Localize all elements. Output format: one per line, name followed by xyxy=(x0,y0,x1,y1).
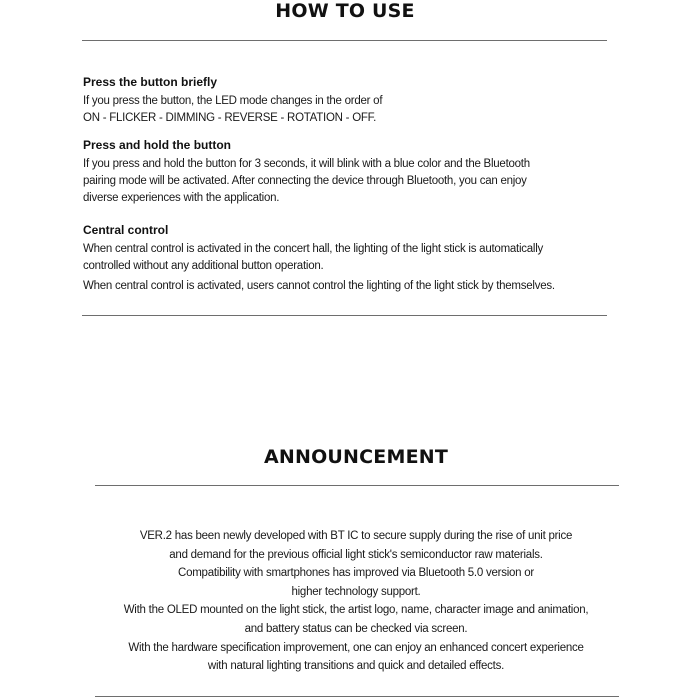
how-to-use-title: HOW TO USE xyxy=(275,0,415,22)
divider xyxy=(82,40,607,41)
section-text: controlled without any additional button operation. xyxy=(83,260,324,272)
section-text: ON - FLICKER - DIMMING - REVERSE - ROTATION - OFF. xyxy=(83,112,377,124)
section-text: pairing mode will be activated. After connecting the device through Bluetooth, you can enjoy xyxy=(83,175,527,187)
announcement-text: With the hardware specification improvement, one can enjoy an enhanced concert experience xyxy=(128,641,584,654)
section-press-hold xyxy=(83,138,643,207)
announcement-text: with natural lighting transitions and quick and detailed effects. xyxy=(207,660,505,673)
section-text: diverse experiences with the application. xyxy=(83,192,280,204)
announcement-text: With the OLED mounted on the light stick, the artist logo, name, character image and animation, xyxy=(123,604,589,617)
announcement-title: ANNOUNCEMENT xyxy=(263,446,449,468)
announcement-text: and demand for the previous official light stick's semiconductor raw materials. xyxy=(169,548,543,561)
announcement-text: higher technology support. xyxy=(291,585,421,598)
section-heading: Central control xyxy=(83,223,169,237)
section-text: When central control is activated in the concert hall, the lighting of the light stick is automatically xyxy=(83,243,544,255)
divider xyxy=(95,696,619,697)
section-heading: Press and hold the button xyxy=(83,138,232,152)
section-text: If you press and hold the button for 3 seconds, it will blink with a blue color and the Bluetooth xyxy=(83,158,530,170)
announcement-text: Compatibility with smartphones has improved via Bluetooth 5.0 version or xyxy=(178,567,534,580)
section-text: If you press the button, the LED mode changes in the order of xyxy=(83,95,383,107)
divider xyxy=(95,485,619,486)
announcement-text: VER.2 has been newly developed with BT IC to secure supply during the rise of unit price xyxy=(139,530,573,542)
section-central-control xyxy=(83,223,643,295)
announcement-body xyxy=(0,527,700,676)
section-heading: Press the button briefly xyxy=(83,75,218,89)
section-text: When central control is activated, users cannot control the lighting of the light stick by themselves. xyxy=(83,280,555,292)
section-press-briefly xyxy=(83,75,643,127)
announcement-text: and battery status can be checked via screen. xyxy=(244,622,468,635)
divider xyxy=(82,315,607,316)
